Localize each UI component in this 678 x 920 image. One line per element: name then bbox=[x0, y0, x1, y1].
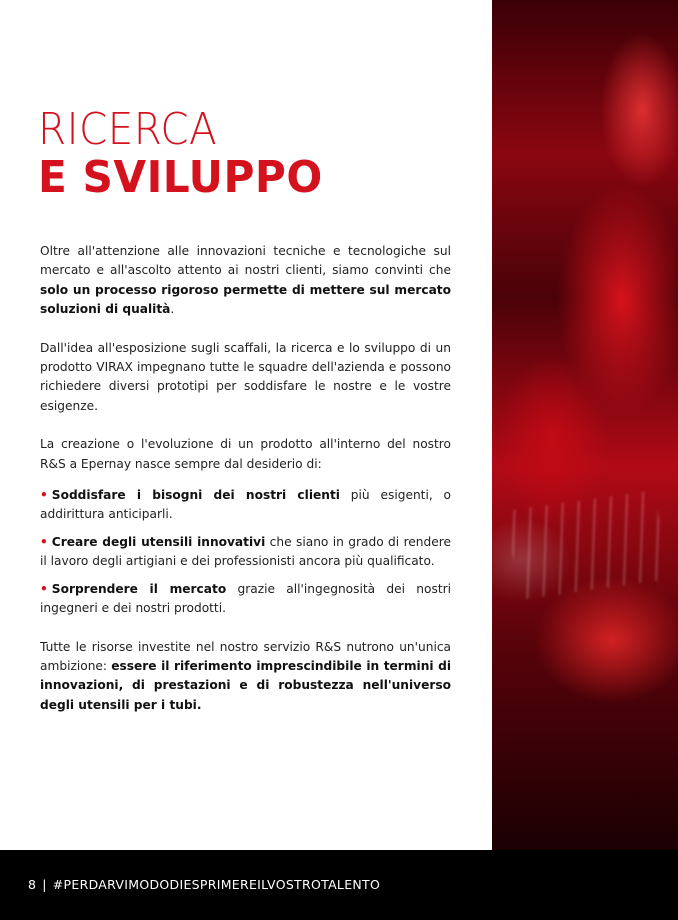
page-footer bbox=[0, 850, 678, 920]
list-item: • Soddisfare i bisogni dei nostri clienti più esigenti, o addirittura anticiparli. bbox=[40, 488, 451, 522]
list-item: • Creare degli utensili innovativi che siano in grado di rendere il lavoro degli artigiani e dei professionisti ancora più qualificato. bbox=[40, 534, 452, 569]
footer-text bbox=[28, 877, 380, 892]
footer-hashtag: #PERDARVIMODODIESPRIMEREILVOSTROTALENTO bbox=[52, 877, 381, 892]
paragraph-3: La creazione o l'evoluzione di un prodotto all'interno del nostro R&S a Epernay nasce sempre dal desiderio di: bbox=[40, 437, 451, 471]
paragraph-1: Oltre all'attenzione alle innovazioni tecniche e tecnologiche sul mercato e all'ascolto attento ai nostri clienti, siamo convinti che solo un processo rigoroso permette di mettere sul mercato soluzioni di qualità. bbox=[40, 244, 451, 317]
list-item: • Sorprendere il mercato grazie all'ingegnosità dei nostri ingegneri e dei nostri prodotti. bbox=[40, 581, 452, 616]
paragraph-4: Tutte le risorse investite nel nostro servizio R&S nutrono un'unica ambizione: essere il riferimento imprescindibile in termini di innovazioni, di prestazioni e di robustezza nell'universo degli utensili per i tubi. bbox=[40, 639, 451, 712]
bullet-icon: • bbox=[40, 581, 48, 596]
page-number: 8 bbox=[28, 877, 37, 892]
decorative-red-photo bbox=[492, 0, 678, 850]
page-title-line-2: E SVILUPPO bbox=[38, 152, 323, 203]
body-text bbox=[40, 242, 451, 734]
bullet-icon: • bbox=[40, 534, 48, 549]
photo-highlight bbox=[506, 490, 667, 600]
bullet-icon: • bbox=[40, 488, 48, 503]
page-title-line-1: RICERCA bbox=[38, 104, 218, 155]
footer-separator: | bbox=[42, 877, 47, 892]
paragraph-2: Dall'idea all'esposizione sugli scaffali, la ricerca e lo sviluppo di un prodotto VIRAX impegnano tutte le squadre dell'azienda e possono richiedere diversi prototipi per soddisfare le nostre e le vostre esigenze. bbox=[40, 340, 451, 413]
